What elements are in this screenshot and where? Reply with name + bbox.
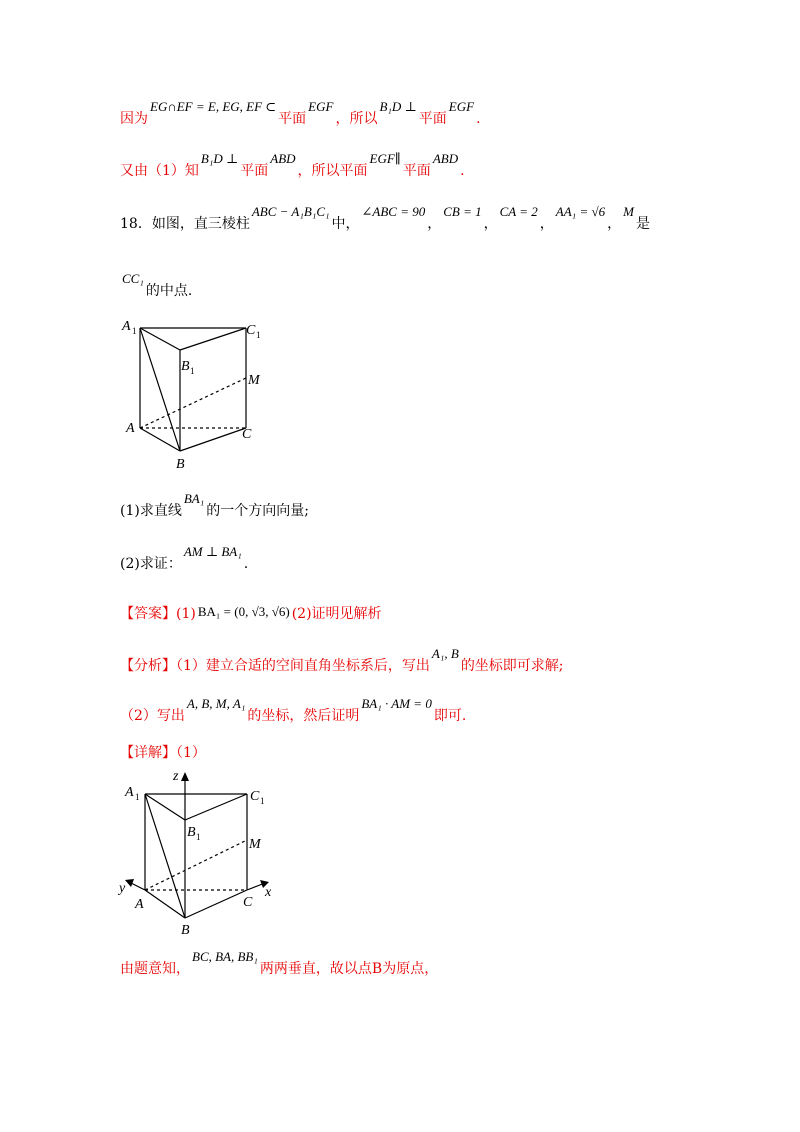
axis-y-label: y — [119, 881, 126, 896]
label-A1: A — [122, 319, 131, 334]
proof-line-2: 又由（1）知B₁D ⊥平面ABD，所以平面EGF∥平面ABD. — [120, 151, 465, 179]
answer-line: 【答案】(1) BA₁ = (0, √3, √6) (2)证明见解析 — [120, 604, 382, 622]
part-1: (1)求直线BA₁的一个方向向量; — [120, 491, 309, 519]
label-A: A — [135, 897, 144, 912]
question-18-cont: CC₁的中点. — [122, 271, 193, 299]
axis-z-label: z — [173, 769, 179, 784]
axis-x-label: x — [265, 885, 272, 900]
prism-figure-1 — [118, 316, 268, 476]
svg-text:1: 1 — [190, 366, 195, 376]
label-A: A — [126, 421, 135, 436]
analysis-line-2: （2）写出A, B, M, A₁的坐标，然后证明BA₁ · AM = 0即可. — [120, 696, 467, 724]
label-C: C — [242, 427, 252, 442]
detail-line: 【详解】（1） — [120, 745, 206, 761]
svg-text:1: 1 — [260, 796, 265, 806]
label-C: C — [243, 895, 253, 910]
proof-line-1: 因为EG∩EF = E, EG, EF ⊂平面EGF，所以B₁D ⊥平面EGF. — [120, 99, 481, 127]
prism-figure-2-axes — [115, 768, 285, 940]
label-B1: B — [187, 825, 196, 840]
label-M: M — [249, 837, 261, 852]
label-A1: A — [125, 785, 134, 800]
label-B: B — [176, 457, 185, 472]
svg-text:1: 1 — [135, 792, 140, 802]
svg-text:1: 1 — [196, 832, 201, 842]
detail-solution-line: 由题意知，BC, BA, BB₁两两垂直，故以点B为原点， — [120, 949, 439, 977]
label-B: B — [181, 923, 190, 938]
part-2: (2)求证：AM ⊥ BA₁. — [120, 544, 249, 572]
question-18: 18．如图，直三棱柱ABC − A₁B₁C₁中，∠ABC = 90，CB = 1，CA = 2，AA₁ = √6，M是 — [120, 204, 650, 232]
label-C1: C — [246, 323, 256, 338]
svg-text:1: 1 — [256, 330, 261, 340]
label-C1: C — [250, 789, 260, 804]
svg-text:1: 1 — [132, 326, 137, 336]
analysis-line-1: 【分析】（1）建立合适的空间直角坐标系后，写出A₁, B的坐标即可求解; — [120, 646, 564, 674]
label-B1: B — [181, 359, 190, 374]
label-M: M — [248, 373, 260, 388]
